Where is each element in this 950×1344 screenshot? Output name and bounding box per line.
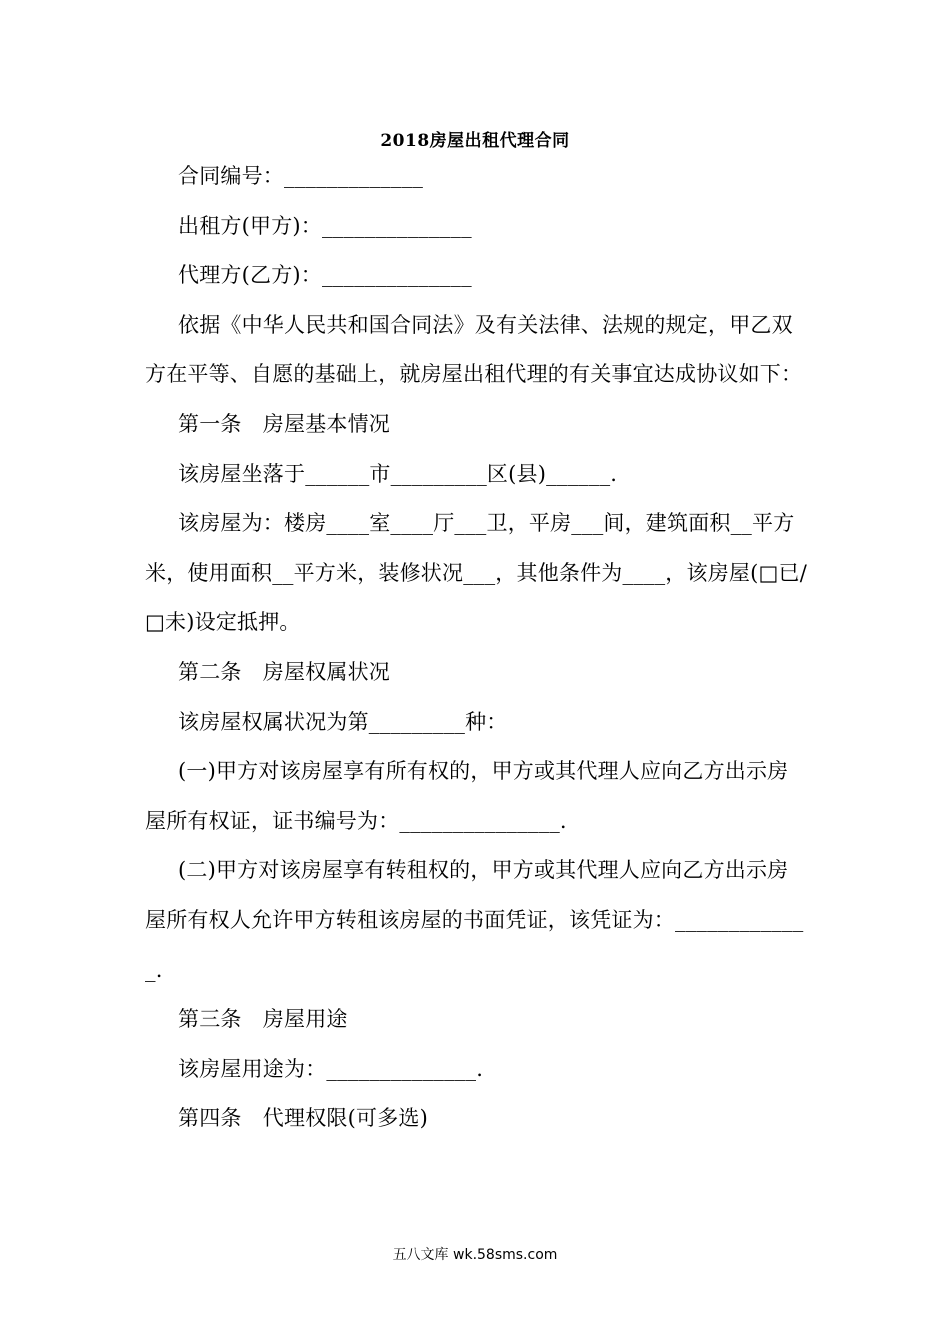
article-4-heading: 第四条 代理权限(可多选) [178,1106,428,1131]
document-title: 2018房屋出租代理合同 [380,131,570,151]
document-body [145,152,807,1144]
preamble-paragraph: 依据《中华人民共和国合同法》及有关法律、法规的规定，甲乙双方在平等、自愿的基础上，就房屋出租代理的有关事宜达成协议如下： [145,312,803,387]
footer-watermark: 五八文库 wk.58sms.com [392,1247,558,1263]
article-3-heading: 第三条 房屋用途 [178,1007,348,1032]
ownership-clause-1: (一)甲方对该房屋享有所有权的，甲方或其代理人应向乙方出示房屋所有权证，证书编号为：_______________. [145,759,789,833]
ownership-type-line: 该房屋权属状况为第_________种： [178,709,508,734]
ownership-clause-2: (二)甲方对该房屋享有转租权的，甲方或其代理人应向乙方出示房屋所有权人允许甲方转租该房屋的书面凭证，该凭证为：_____________. [145,858,804,982]
article-2-heading: 第二条 房屋权属状况 [178,659,390,684]
house-details-paragraph: 该房屋为：楼房____室____厅___卫，平房___间，建筑面积__平方米，使用面积__平方米，装修状况___，其他条件为____，该房屋(□已/□未)设定抵押。 [145,511,808,635]
article-1-heading: 第一条 房屋基本情况 [178,411,390,436]
house-location-line: 该房屋坐落于______市_________区(县)______. [178,461,618,486]
agent-line: 代理方(乙方)：______________ [178,263,472,288]
contract-number-line: 合同编号：_____________ [178,164,424,188]
house-usage-line: 该房屋用途为：______________. [178,1056,484,1081]
lessor-line: 出租方(甲方)：______________ [178,213,472,238]
